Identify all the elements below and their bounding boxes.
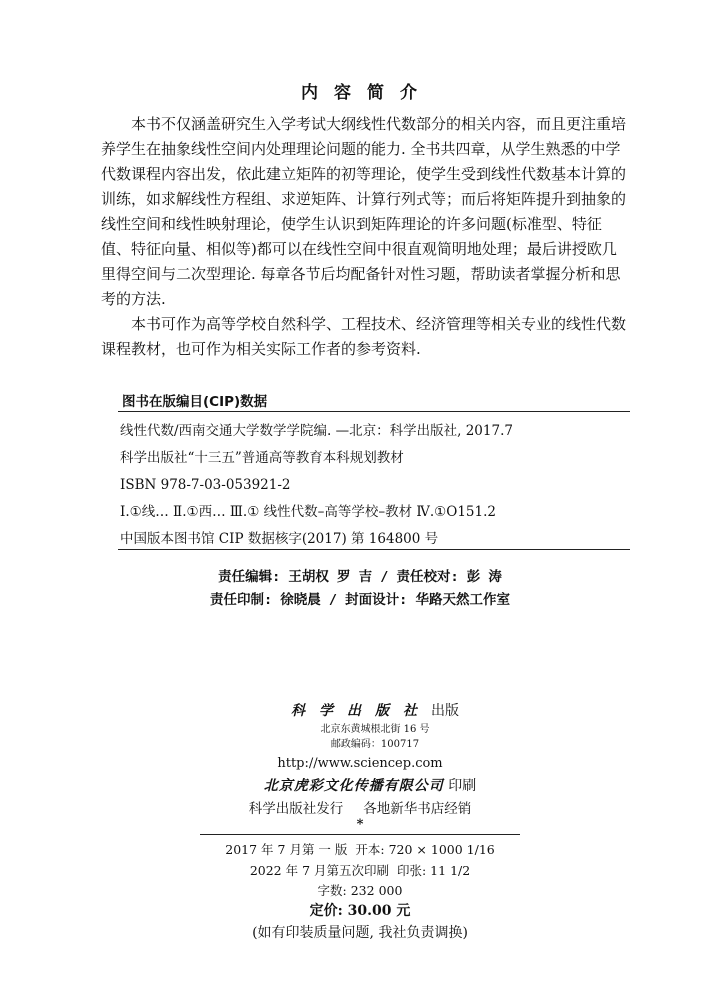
price: 定价: 30.00 元 [309,903,411,919]
book-format: 开本: 720 × 1000 1/16 [355,842,495,857]
cip-line-isbn: ISBN 978-7-03-053921-2 [120,477,291,493]
cip-top-rule [118,411,630,412]
publisher-address: 北京东黄城根北街 16 号 [320,724,430,735]
intro-title: 内容简介 [301,83,433,103]
cip-block [120,418,630,553]
intro-paragraph: 本书不仅涵盖研究生入学考试大纲线性代数部分的相关内容，而且更注重培养学生在抽象线性空间内处理理论问题的能力. 全书共四章，从学生熟悉的中学代数课程内容出发，依此建立矩阵的初等理论，使学生受到线性代数基本计算的训练，如求解线性方程组、求逆矩阵、计算行列式等；而后将矩阵提升到抽象的线性空间和线性映射理论，使学生认识到矩阵理论的许多问题(标准型、特征值、特征向量、相似等)都可以在线性空间中很直观简明地处理；最后讲授欧几里得空间与二次型理论. 每章各节后均配备针对性习题，帮助读者掌握分析和思考的方法. [101,115,627,308]
printing-date: 2022 年 7 月第五次印刷 [249,863,389,878]
publisher-suffix: 出版 [431,703,459,719]
word-count: 字数: 232 000 [317,883,403,898]
edition-line [0,839,720,860]
credits [0,566,720,612]
cip-heading: 图书在版编目(CIP)数据 [122,394,268,410]
quality-note: (如有印装质量问题, 我社负责调换) [252,925,468,941]
cip-bottom-rule [118,549,630,550]
cip-line-title: 线性代数/西南交通大学数学学院编. —北京：科学出版社, 2017.7 [120,423,513,439]
imprint-rule [200,834,520,835]
publisher-postcode: 邮政编码：100717 [330,739,420,750]
publisher-url: http://www.sciencep.com [277,756,443,771]
printer-line [20,774,720,798]
publisher-line [30,700,720,722]
separator-star: * [356,817,364,832]
cip-line-series: 科学出版社“十三五”普通高等教育本科规划教材 [120,450,404,466]
printer-suffix: 印刷 [448,778,477,794]
issuer: 科学出版社发行 [248,801,344,817]
publisher-name: 科学出版社 [291,703,431,719]
distributor: 各地新华书店经销 [363,801,472,817]
cip-record-number: 中国版本图书馆 CIP 数据核字(2017) 第 164800 号 [120,531,439,547]
imprint [0,700,720,944]
edition-date: 2017 年 7 月第 一 版 [225,842,348,857]
printed-sheets: 印张: 11 1/2 [397,863,471,878]
printing-line [0,860,720,881]
intro-paragraph: 本书可作为高等学校自然科学、工程技术、经济管理等相关专业的线性代数课程教材，也可作为相关实际工作者的参考资料. [101,315,627,358]
printer-name: 北京虎彩文化传播有限公司 [263,778,444,794]
intro-text [101,112,631,362]
credits-editors: 责任编辑: 王胡权 罗 吉 / 责任校对: 彭 涛 [218,569,502,585]
credits-production: 责任印制: 徐晓晨 / 封面设计: 华路天然工作室 [210,592,510,608]
cip-line-classification: Ⅰ.①线… Ⅱ.①西… Ⅲ.① 线性代数–高等学校–教材 Ⅳ.①O151.2 [120,504,496,520]
